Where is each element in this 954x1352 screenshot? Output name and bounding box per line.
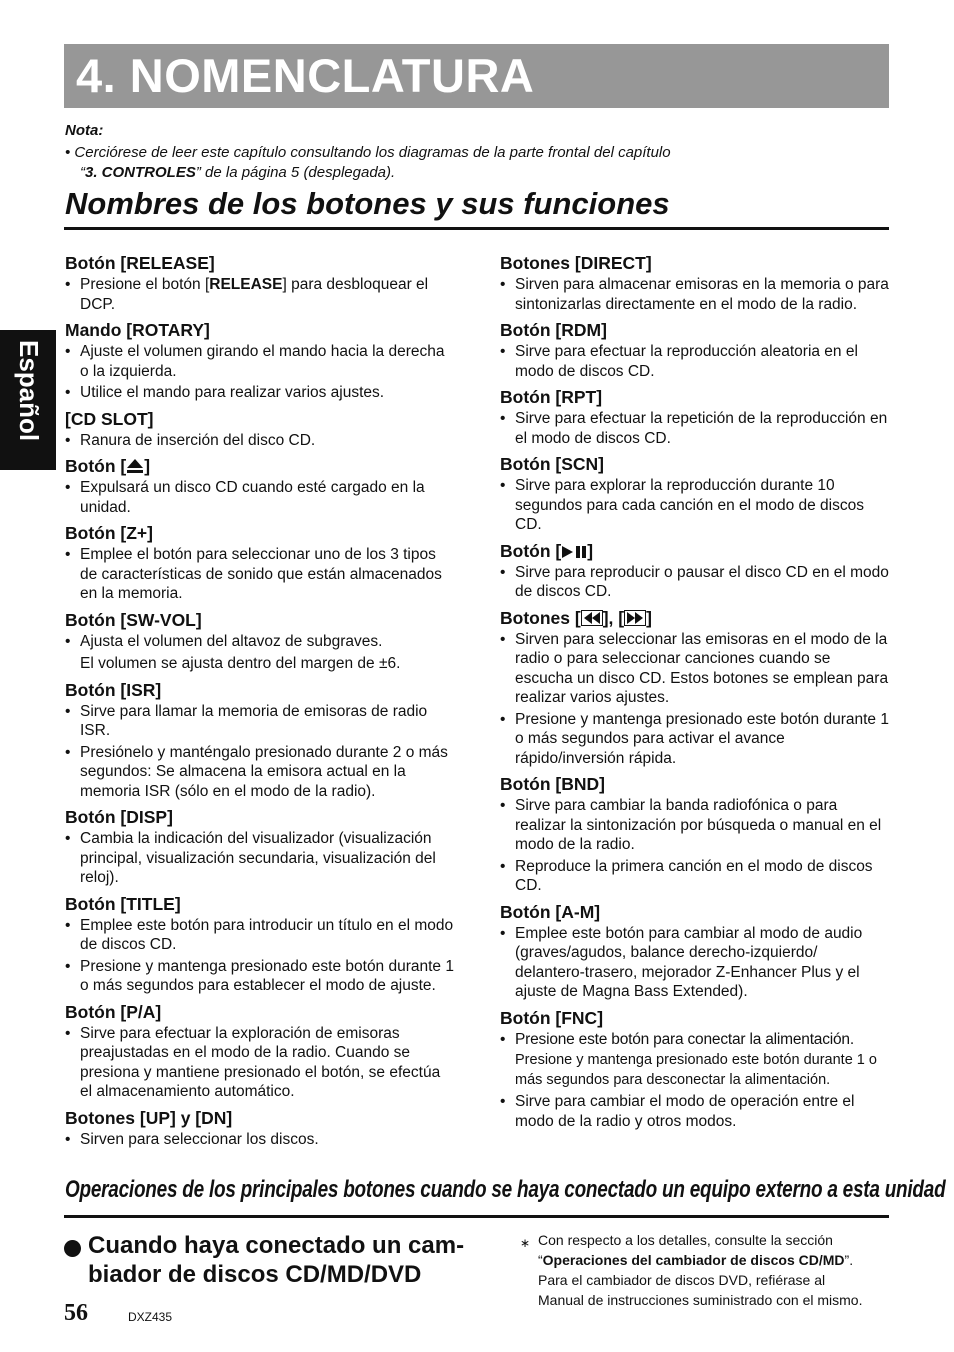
entry-heading: Mando [ROTARY] xyxy=(65,320,210,340)
entry-bnd xyxy=(500,772,890,896)
entry-heading: Botón [ISR] xyxy=(65,679,162,700)
entry-play-pause xyxy=(500,539,890,602)
entry-heading: Botón [FNC] xyxy=(500,1007,604,1028)
entry-release xyxy=(65,251,455,314)
heading-text: ] xyxy=(144,456,151,476)
entry-heading: Botón [RPT] xyxy=(500,387,603,407)
entry-isr xyxy=(65,678,455,802)
subsection-title-line-1: Cuando haya conectado un cam- xyxy=(88,1232,465,1259)
entry-heading: Botón [DISP] xyxy=(65,807,173,827)
entry-bullet: • Sirve para llamar la memoria de emisoras de radio ISR. xyxy=(65,702,455,741)
entry-bullet: • Reproduce la primera canción en el modo de discos CD. xyxy=(500,857,890,896)
entry-continuation: Presione y mantenga presionado este botón durante 1 o más segundos para desconectar la alimentación. xyxy=(515,1052,877,1088)
entry-bullet: • Sirve para cambiar la banda radiofónica o para realizar la sintonización por búsqueda o manual en el modo de la radio. xyxy=(500,796,890,855)
entry-bullet: • Presione este botón para conectar la alimentación. xyxy=(500,1030,890,1050)
reference-note-line-4: Manual de instrucciones suministrado con el mismo. xyxy=(538,1292,863,1308)
entry-direct xyxy=(500,251,890,314)
bullet-text: ] para desbloquear el DCP. xyxy=(80,276,429,313)
title-bar xyxy=(64,44,889,108)
entry-bullet: • Presione y mantenga presionado este botón durante 1 o más segundos para activar el avance rápido/inversión rápida. xyxy=(500,710,890,769)
note-line-2 xyxy=(80,164,395,181)
entry-sw-vol xyxy=(65,608,455,674)
entry-continuation: El volumen se ajusta dentro del margen de ±6. xyxy=(80,655,401,672)
note-quote-close: ”. xyxy=(844,1252,854,1268)
entry-bullet: • Utilice el mando para realizar varios ajustes. xyxy=(65,383,455,403)
entry-title xyxy=(65,892,455,996)
entry-heading: Botones [UP] y [DN] xyxy=(65,1107,233,1128)
entry-disp xyxy=(65,805,455,888)
note-reference: Operaciones del cambiador de discos CD/MD xyxy=(542,1252,845,1268)
entry-heading: Botón [RDM] xyxy=(500,320,607,340)
left-column xyxy=(65,251,455,1153)
heading-text: Botón [ xyxy=(65,456,127,476)
entry-bullet: • Ajusta el volumen del altavoz de subgraves. xyxy=(65,632,455,652)
reference-note-line-3: Para el cambiador de discos DVD, refiérase al xyxy=(538,1272,826,1288)
entry-bullet: • Emplee el botón para seleccionar uno de los 3 tipos de características de sonido que están almacenados en la memoria. xyxy=(65,545,455,604)
heading-text: ] xyxy=(646,607,652,628)
note-label: Nota: xyxy=(65,122,104,139)
entry-heading xyxy=(500,606,890,630)
entry-bullet: • Sirve para efectuar la exploración de emisoras preajustadas en el modo de la radio. Cuando se presiona y mantiene presionado el botón, se efectúa el almacenamiento automático. xyxy=(65,1024,455,1102)
note-quote-open: “ xyxy=(538,1252,543,1268)
note-rest: ” de la página 5 (desplegada). xyxy=(195,164,396,181)
entry-skip xyxy=(500,606,890,769)
entry-bullet: • Sirve para reproducir o pausar el disco CD en el modo de discos CD. xyxy=(500,563,890,602)
entry-bullet: • Presiónelo y manténgalo presionado durante 2 o más segundos: Se almacena la emisora actual en la memoria ISR (sólo en el modo de la radio). xyxy=(65,743,455,802)
entry-heading: Botón [Z+] xyxy=(65,523,153,543)
language-tab xyxy=(0,330,56,470)
entry-am xyxy=(500,900,890,1002)
skip-back-icon xyxy=(581,610,603,626)
operations-divider xyxy=(64,1215,889,1218)
entry-bullet: • Expulsará un disco CD cuando esté cargado en la unidad. xyxy=(65,478,455,517)
entry-heading: Botón [SW-VOL] xyxy=(65,609,202,630)
model-number: DXZ435 xyxy=(128,1310,173,1324)
note-line-1: • Cerciórese de leer este capítulo consultando los diagramas de la parte frontal del capítulo xyxy=(65,144,671,161)
entry-bullet: • Sirven para seleccionar las emisoras en el modo de la radio o para seleccionar canciones cuando se escucha un disco CD. Estos botones se emplean para realizar varios ajustes. xyxy=(500,630,890,708)
asterisk-mark: ∗ xyxy=(520,1236,531,1250)
section-title: Nombres de los botones y sus funciones xyxy=(65,186,670,221)
entry-bullet: • Sirven para seleccionar los discos. xyxy=(65,1130,455,1150)
entry-bullet: • Cambia la indicación del visualizador (visualización principal, visualización secundaria, visualización del reloj). xyxy=(65,829,455,888)
entry-bullet: • Sirven para almacenar emisoras en la memoria o para sintonizarlas directamente en el modo de la radio. xyxy=(500,275,890,314)
page-number: 56 xyxy=(64,1300,88,1326)
entry-pa xyxy=(65,1000,455,1102)
entry-heading: Botón [RELEASE] xyxy=(65,253,215,273)
entry-rdm xyxy=(500,318,890,381)
entry-bullet: • Ajuste el volumen girando el mando hacia la derecha o la izquierda. xyxy=(65,342,455,381)
subsection-title-line-2: biador de discos CD/MD/DVD xyxy=(88,1261,422,1288)
entry-bullet: • Emplee este botón para introducir un título en el modo de discos CD. xyxy=(65,916,455,955)
entry-bullet: • Ranura de inserción del disco CD. xyxy=(65,431,455,451)
skip-forward-icon xyxy=(624,610,646,626)
operations-title: Operaciones de los principales botones cuando se haya conectado un equipo externo a esta unidad xyxy=(65,1176,946,1203)
entry-heading xyxy=(500,539,890,563)
right-column xyxy=(500,251,890,1135)
entry-bullet: • Sirve para efectuar la repetición de la reproducción en el modo de discos CD. xyxy=(500,409,890,448)
entry-fnc xyxy=(500,1006,890,1132)
page-title: 4. NOMENCLATURA xyxy=(76,49,535,102)
entry-heading: Botón [A-M] xyxy=(500,901,601,922)
eject-icon xyxy=(126,458,144,474)
bullet-text: Presione el botón [ xyxy=(80,276,210,293)
entry-bullet: • Presione y mantenga presionado este botón durante 1 o más segundos para establecer el modo de ajuste. xyxy=(65,957,455,996)
entry-heading: Botones [DIRECT] xyxy=(500,253,652,273)
entry-rotary xyxy=(65,318,455,403)
heading-text: Botones [ xyxy=(500,607,581,628)
entry-bullet: • Emplee este botón para cambiar al modo de audio (graves/agudos, balance derecho-izquierdo/ delantero-trasero, mejorador Z-Enhancer Plus y el ajuste de Magna Bass Extended). xyxy=(500,924,890,1002)
entry-scn xyxy=(500,452,890,535)
entry-heading: Botón [TITLE] xyxy=(65,893,181,914)
entry-bullet: • Sirve para efectuar la reproducción aleatoria en el modo de discos CD. xyxy=(500,342,890,381)
entry-bullet: • Sirve para explorar la reproducción durante 10 segundos para cada canción en el modo de discos CD. xyxy=(500,476,890,535)
note-reference: 3. CONTROLES xyxy=(85,164,196,181)
entry-up-dn xyxy=(65,1106,455,1150)
heading-text: ], [ xyxy=(602,607,625,628)
entry-cd-slot xyxy=(65,407,455,451)
heading-text: ] xyxy=(587,540,594,561)
entry-heading: Botón [BND] xyxy=(500,774,605,794)
entry-heading xyxy=(65,454,455,478)
reference-note-line-1: Con respecto a los detalles, consulte la sección xyxy=(538,1232,833,1248)
entry-bullet: • Sirve para cambiar el modo de operación entre el modo de la radio y otros modos. xyxy=(500,1092,890,1131)
section-divider xyxy=(64,227,889,230)
reference-note-line-2 xyxy=(538,1252,853,1268)
entry-heading: [CD SLOT] xyxy=(65,408,154,429)
entry-eject xyxy=(65,454,455,517)
bullet-dot-icon xyxy=(64,1240,81,1257)
bullet-bold: RELEASE xyxy=(209,276,283,293)
play-pause-icon xyxy=(561,545,587,559)
entry-z-plus xyxy=(65,521,455,604)
note-quote-open: “ xyxy=(80,164,85,181)
language-tab-label: Español xyxy=(14,340,44,442)
entry-heading: Botón [P/A] xyxy=(65,1001,162,1022)
entry-bullet xyxy=(65,275,455,314)
heading-text: Botón [ xyxy=(500,540,562,561)
entry-rpt xyxy=(500,385,890,448)
entry-heading: Botón [SCN] xyxy=(500,454,605,474)
